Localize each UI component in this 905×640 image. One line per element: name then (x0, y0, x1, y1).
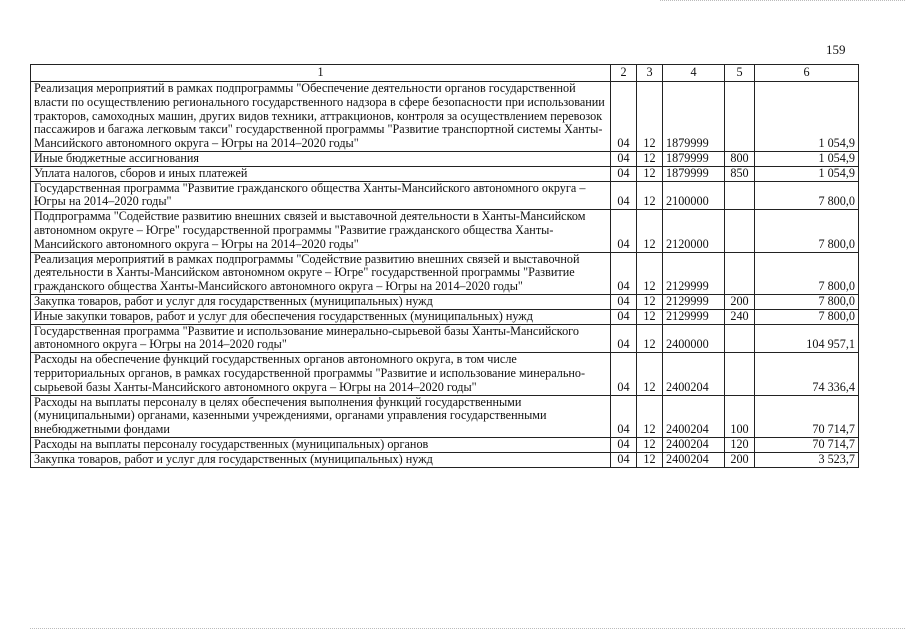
column-header-section: 2 (611, 65, 637, 82)
cell-name: Иные бюджетные ассигнования (31, 151, 611, 166)
table-row (31, 437, 859, 452)
cell-expense-type: 120 (725, 437, 755, 452)
table-row (31, 252, 859, 294)
table-row (31, 151, 859, 166)
table-row (31, 353, 859, 395)
cell-subsection: 12 (637, 210, 663, 252)
scan-artifact-bottom (30, 628, 905, 630)
cell-section: 04 (611, 452, 637, 467)
column-header-subsection: 3 (637, 65, 663, 82)
table-row (31, 82, 859, 152)
table-row (31, 181, 859, 210)
cell-subsection: 12 (637, 294, 663, 309)
cell-target-article: 2400204 (663, 353, 725, 395)
column-header-expense-type: 5 (725, 65, 755, 82)
cell-target-article: 1879999 (663, 151, 725, 166)
column-header-sum: 6 (755, 65, 859, 82)
cell-sum: 7 800,0 (755, 181, 859, 210)
table-row (31, 395, 859, 437)
cell-target-article: 2129999 (663, 294, 725, 309)
cell-sum: 7 800,0 (755, 309, 859, 324)
cell-name: Уплата налогов, сборов и иных платежей (31, 166, 611, 181)
table-row (31, 294, 859, 309)
table-row (31, 166, 859, 181)
header-row (31, 65, 859, 82)
cell-name: Реализация мероприятий в рамках подпрограммы "Содействие развитию внешних связей и выставочной деятельности в Ханты-Мансийском автономном округе – Югре" государственной программы "Развитие гражданского общества Ханты-Мансийского автономного округа – Югры на 2014–2020 годы" (31, 252, 611, 294)
cell-expense-type: 100 (725, 395, 755, 437)
cell-section: 04 (611, 166, 637, 181)
cell-section: 04 (611, 395, 637, 437)
budget-table (30, 64, 859, 468)
cell-section: 04 (611, 437, 637, 452)
cell-expense-type (725, 324, 755, 353)
cell-name: Расходы на выплаты персоналу в целях обеспечения выполнения функций государственными (муниципальными) органами, казенными учреждениями, органами управления государственными внебюджетными фондами (31, 395, 611, 437)
cell-target-article: 2120000 (663, 210, 725, 252)
cell-expense-type: 240 (725, 309, 755, 324)
cell-section: 04 (611, 309, 637, 324)
cell-sum: 1 054,9 (755, 151, 859, 166)
cell-target-article: 2400204 (663, 395, 725, 437)
cell-subsection: 12 (637, 151, 663, 166)
cell-name: Реализация мероприятий в рамках подпрограммы "Обеспечение деятельности органов государственной власти по осуществлению регионального государственного надзора в сфере безопасности при использовании тракторов, самоходных машин, других видов техники, аттракционов, контроля за осуществлением перевозок пассажиров и багажа легковым такси" государственной программы "Развитие транспортной системы Ханты-Мансийского автономного округа – Югры на 2014–2020 годы" (31, 82, 611, 152)
cell-name: Закупка товаров, работ и услуг для государственных (муниципальных) нужд (31, 294, 611, 309)
table-body (31, 82, 859, 468)
cell-subsection: 12 (637, 181, 663, 210)
cell-section: 04 (611, 210, 637, 252)
cell-sum: 1 054,9 (755, 166, 859, 181)
cell-section: 04 (611, 353, 637, 395)
cell-name: Государственная программа "Развитие и использование минерально-сырьевой базы Ханты-Мансийского автономного округа – Югры на 2014–2020 годы" (31, 324, 611, 353)
cell-expense-type (725, 210, 755, 252)
cell-subsection: 12 (637, 252, 663, 294)
cell-expense-type (725, 353, 755, 395)
cell-expense-type: 800 (725, 151, 755, 166)
cell-subsection: 12 (637, 437, 663, 452)
cell-sum: 70 714,7 (755, 395, 859, 437)
cell-sum: 104 957,1 (755, 324, 859, 353)
cell-name: Государственная программа "Развитие гражданского общества Ханты-Мансийского автономного округа – Югры на 2014–2020 годы" (31, 181, 611, 210)
cell-subsection: 12 (637, 82, 663, 152)
cell-section: 04 (611, 252, 637, 294)
cell-section: 04 (611, 82, 637, 152)
cell-sum: 7 800,0 (755, 252, 859, 294)
cell-subsection: 12 (637, 353, 663, 395)
cell-expense-type (725, 252, 755, 294)
cell-target-article: 2400204 (663, 437, 725, 452)
cell-target-article: 2129999 (663, 252, 725, 294)
column-header-name: 1 (31, 65, 611, 82)
cell-expense-type: 200 (725, 452, 755, 467)
cell-subsection: 12 (637, 324, 663, 353)
table-row (31, 324, 859, 353)
cell-target-article: 1879999 (663, 82, 725, 152)
cell-expense-type: 200 (725, 294, 755, 309)
cell-name: Расходы на выплаты персоналу государственных (муниципальных) органов (31, 437, 611, 452)
cell-subsection: 12 (637, 452, 663, 467)
cell-name: Закупка товаров, работ и услуг для государственных (муниципальных) нужд (31, 452, 611, 467)
cell-expense-type (725, 181, 755, 210)
table-row (31, 309, 859, 324)
cell-subsection: 12 (637, 166, 663, 181)
column-header-target-article: 4 (663, 65, 725, 82)
cell-section: 04 (611, 294, 637, 309)
cell-subsection: 12 (637, 395, 663, 437)
cell-sum: 3 523,7 (755, 452, 859, 467)
cell-section: 04 (611, 151, 637, 166)
cell-section: 04 (611, 181, 637, 210)
cell-sum: 7 800,0 (755, 210, 859, 252)
cell-sum: 1 054,9 (755, 82, 859, 152)
table-row (31, 210, 859, 252)
table-row (31, 452, 859, 467)
page-number: 159 (826, 42, 846, 57)
cell-target-article: 2129999 (663, 309, 725, 324)
cell-target-article: 2400000 (663, 324, 725, 353)
cell-sum: 70 714,7 (755, 437, 859, 452)
cell-target-article: 2100000 (663, 181, 725, 210)
cell-expense-type: 850 (725, 166, 755, 181)
cell-name: Иные закупки товаров, работ и услуг для обеспечения государственных (муниципальных) нужд (31, 309, 611, 324)
cell-name: Подпрограмма "Содействие развитию внешних связей и выставочной деятельности в Ханты-Мансийском автономном округе – Югре" государственной программы "Развитие гражданского общества Ханты-Мансийского автономного округа – Югры на 2014–2020 годы" (31, 210, 611, 252)
scan-artifact-top (660, 0, 905, 2)
cell-section: 04 (611, 324, 637, 353)
cell-expense-type (725, 82, 755, 152)
cell-sum: 7 800,0 (755, 294, 859, 309)
cell-target-article: 2400204 (663, 452, 725, 467)
cell-target-article: 1879999 (663, 166, 725, 181)
cell-name: Расходы на обеспечение функций государственных органов автономного округа, в том числе территориальных органов, в рамках государственной программы "Развитие и использование минерально-сырьевой базы Ханты-Мансийского автономного округа – Югры на 2014–2020 годы" (31, 353, 611, 395)
cell-subsection: 12 (637, 309, 663, 324)
cell-sum: 74 336,4 (755, 353, 859, 395)
